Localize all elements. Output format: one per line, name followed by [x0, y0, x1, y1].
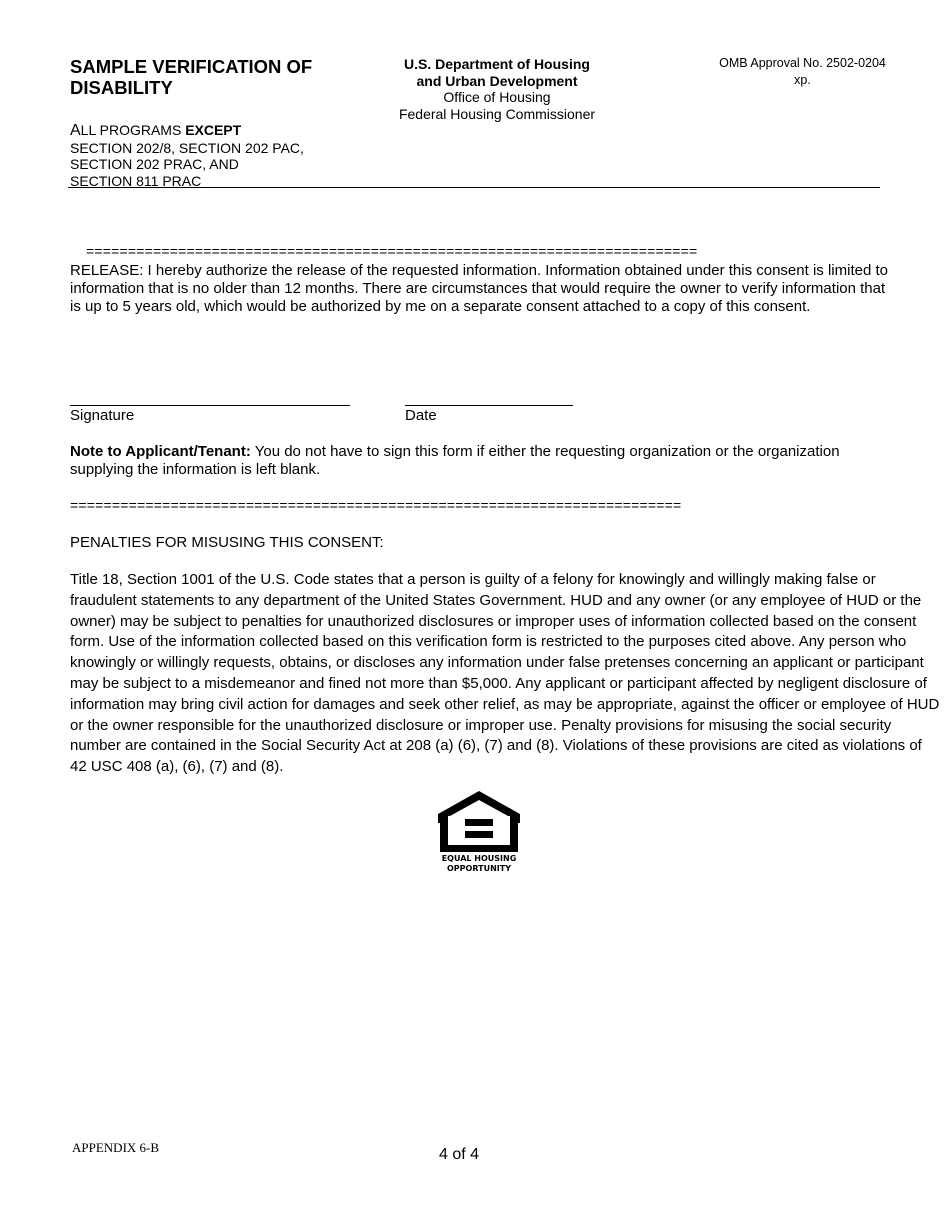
agency-block — [352, 56, 642, 122]
applicant-note — [70, 443, 900, 479]
programs-prefix-cap: A — [70, 122, 81, 139]
omb-approval: OMB Approval No. 2502-0204 — [719, 56, 886, 70]
agency-office: Office of Housing — [443, 89, 551, 105]
agency-name-line-2: and Urban Development — [416, 72, 578, 89]
appendix-label: APPENDIX 6-B — [72, 1140, 160, 1155]
agency-name-line-1: U.S. Department of Housing — [404, 56, 590, 72]
programs-prefix: LL PROGRAMS — [80, 122, 186, 138]
separator-line-2: ========================================================================= — [70, 497, 682, 513]
programs-except: EXCEPT — [185, 122, 242, 138]
agency-commissioner: Federal Housing Commissioner — [398, 105, 596, 122]
omb-block — [700, 55, 905, 89]
release-paragraph: RELEASE: I hereby authorize the release of the requested information. Information obtained under this consent is limited to information that is no older than 12 months. There are circumstances that would require the owner to verify information that is up to 5 years old, which would be authorized by me on a separate consent attached to a copy of this consent. — [70, 262, 888, 315]
omb-expiration: xp. — [794, 73, 811, 87]
equal-housing-house-icon — [437, 790, 521, 854]
form-title: SAMPLE VERIFICATION OF DISABILITY — [70, 56, 313, 98]
equal-housing-logo — [437, 790, 521, 873]
note-label: Note to Applicant/Tenant: — [70, 443, 251, 460]
date-line — [405, 405, 573, 406]
page-number: 4 of 4 — [439, 1146, 480, 1163]
logo-text-line-1: EQUAL HOUSING — [441, 854, 517, 863]
penalties-heading: PENALTIES FOR MISUSING THIS CONSENT: — [70, 534, 384, 551]
penalties-paragraph: Title 18, Section 1001 of the U.S. Code states that a person is guilty of a felony for knowingly and willingly making false or fraudulent statements to any department of the United States Government. HUD and any owner (or any employee of HUD or the owner) may be subject to penalties for unauthorized disclosures or improper uses of information collected based on the consent form. Use of the information collected based on this verification form is restricted to the purposes cited above. Any person who knowingly or willingly requests, obtains, or discloses any information under false pretenses concerning an applicant or participant may be subject to a misdemeanor and fined not more than $5,000. Any applicant or participant affected by negligent disclosure of information may bring civil action for damages and seek other relief, as may be appropriate, against the officer or employee of HUD or the owner responsible for the unauthorized disclosure or improper use. Penalty provisions for misusing the social security number are contained in the Social Security Act at 208 (a) (6), (7) and (8). Violations of these provisions are cited as violations of 42 USC 408 (a), (6), (7) and (8). — [70, 571, 940, 776]
signature-label: Signature — [70, 407, 135, 424]
logo-text-line-2: OPPORTUNITY — [446, 863, 511, 873]
signature-line — [70, 405, 350, 406]
programs-line-1 — [70, 122, 304, 140]
date-label: Date — [405, 407, 437, 424]
programs-line-4: SECTION 811 PRAC — [70, 172, 202, 189]
programs-line-3: SECTION 202 PRAC, AND — [70, 156, 239, 172]
header-divider — [68, 187, 880, 188]
programs-line-2: SECTION 202/8, SECTION 202 PAC, — [70, 139, 304, 156]
note-text: You do not have to sign this form if either the requesting organization or the organization supplying the information is left blank. — [70, 443, 840, 478]
separator-line-1: ========================================================================= — [86, 243, 698, 259]
programs-applicability — [70, 122, 304, 189]
